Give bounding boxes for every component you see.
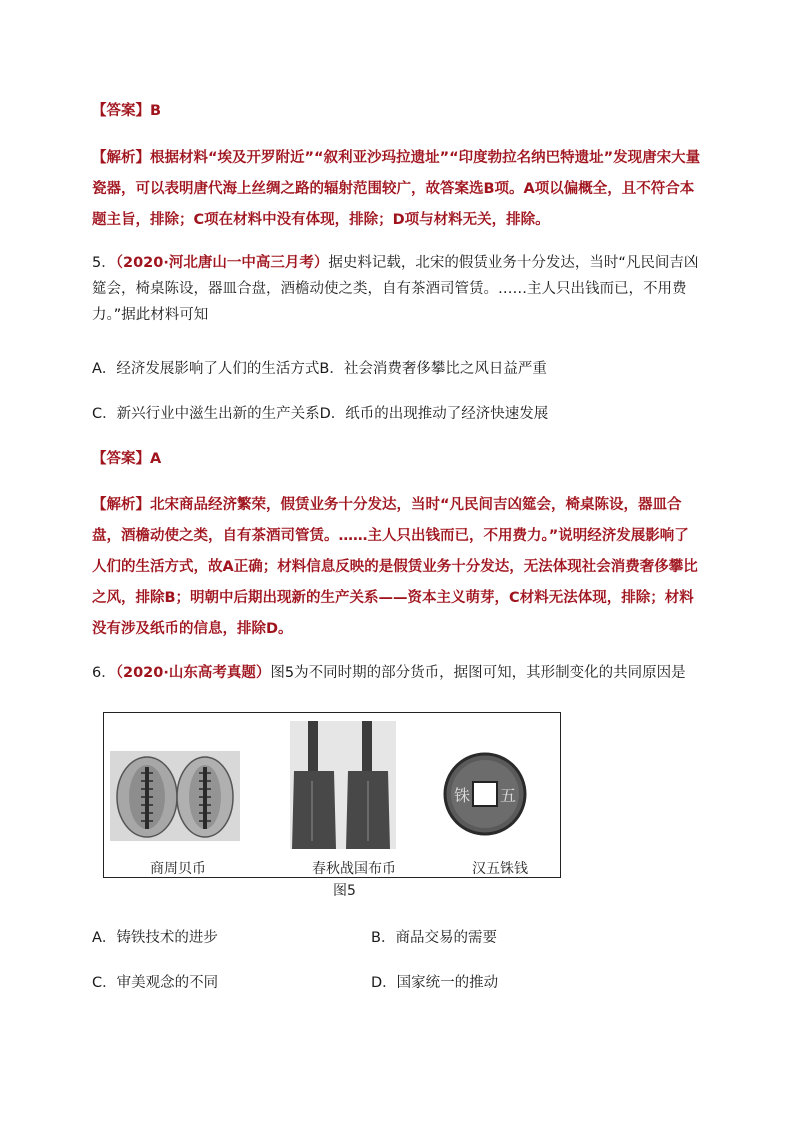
figure-label: 图5: [333, 883, 356, 899]
spade-coin-image: [290, 721, 396, 849]
question-6-stem: [92, 663, 686, 683]
option-d[interactable]: D．纸币的出现推动了经济快速发展: [319, 406, 549, 422]
shell-coin-image: [110, 751, 240, 841]
analysis-paragraph: [92, 143, 702, 236]
question-5-stem: [92, 250, 702, 328]
question-source: （2020·河北唐山一中高三月考）: [115, 255, 329, 271]
answer-line: [92, 101, 161, 121]
answer-label: 【答案】: [92, 103, 150, 119]
question-number: 5．: [92, 255, 116, 271]
answer-label: 【答案】: [92, 451, 150, 467]
wuzhu-coin-image: [442, 751, 528, 837]
option-d[interactable]: D．国家统一的推动: [371, 975, 499, 991]
options-row-cd: [92, 404, 548, 424]
analysis-label: 【解析】: [92, 150, 150, 166]
figure-box: [103, 712, 561, 878]
answer-line: [92, 449, 161, 469]
analysis-paragraph: [92, 490, 702, 645]
option-b[interactable]: B．社会消费奢侈攀比之风日益严重: [319, 361, 547, 377]
coin-char-right: 铢: [454, 786, 471, 805]
analysis-text: 根据材料“埃及开罗附近”“叙利亚沙玛拉遗址”“印度勃拉名纳巴特遗址”发现唐宋大量瓷器，可以表明唐代海上丝绸之路的辐射范围较广，故答案选B项。A项以偏概全，且不符合本题主旨，排除；C项在材料中没有体现，排除；D项与材料无关，排除。: [92, 150, 701, 228]
analysis-label: 【解析】: [92, 497, 150, 513]
option-a[interactable]: A．经济发展影响了人们的生活方式: [92, 361, 320, 377]
caption-shell-coin: 商周贝币: [150, 861, 206, 877]
caption-wuzhu-coin: 汉五铢钱: [472, 861, 528, 877]
option-c[interactable]: C．新兴行业中滋生出新的生产关系: [92, 406, 320, 422]
question-source: （2020·山东高考真题）: [115, 665, 271, 681]
option-b[interactable]: B．商品交易的需要: [371, 930, 497, 946]
question-number: 6．: [92, 665, 116, 681]
answer-value: A: [150, 451, 162, 467]
analysis-text: 北宋商品经济繁荣，假赁业务十分发达，当时“凡民间吉凶筵会，椅桌陈设，器皿合盘，酒檐动使之类，自有茶酒司管赁。……主人只出钱而已，不用费力。”说明经济发展影响了人们的生活方式，故A正确；材料信息反映的是假赁业务十分发达，无法体现社会消费奢侈攀比之风，排除B；明朝中后期出现新的生产关系——资本主义萌芽，C材料无法体现，排除；材料没有涉及纸币的信息，排除D。: [92, 497, 698, 637]
caption-spade-coin: 春秋战国布币: [312, 861, 396, 877]
option-a[interactable]: A．铸铁技术的进步: [92, 930, 218, 946]
question-text: 图5为不同时期的部分货币，据图可知，其形制变化的共同原因是: [270, 665, 686, 681]
option-c[interactable]: C．审美观念的不同: [92, 975, 219, 991]
options-row-ab: [92, 359, 547, 379]
coin-char-left: 五: [500, 786, 517, 805]
question-text: 据史料记载，北宋的假赁业务十分发达，当时“凡民间吉凶筵会，椅桌陈设，器皿合盘，酒檐动使之类，自有茶酒司管赁。……主人只出钱而已，不用费力。”据此材料可知: [92, 255, 699, 323]
answer-value: B: [150, 103, 162, 119]
